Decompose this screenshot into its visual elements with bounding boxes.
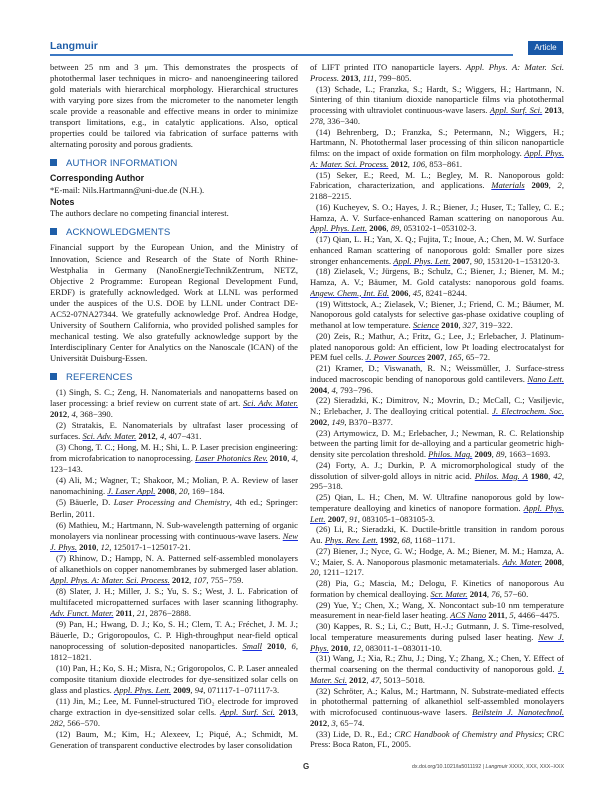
reference-authors-title: Biener, J.; Nyce, G. W.; Hodge, A. M.; Biener, M. M.; Hamza, A. V.; Maier, S. A. Nanoporous plasmonic metamaterials. <box>310 545 564 567</box>
reference-year: 2009 <box>173 685 191 696</box>
reference-journal-link[interactable]: Small <box>242 641 263 652</box>
reference-item <box>50 729 298 751</box>
notes-label: Notes <box>50 196 75 207</box>
reference-publisher: ; CRC Press: Boca Raton, FL, 2005. <box>310 728 564 750</box>
reference-number: (2) <box>56 420 67 431</box>
reference-pages: 169−184. <box>191 486 225 497</box>
reference-volume: 278 <box>310 115 323 126</box>
reference-authors-title: Yue, Y.; Chen, X.; Wang, X. Noncontact sub-10 nm temperature measurement in near-field laser heating. <box>310 599 564 621</box>
reference-number: (11) <box>56 696 70 707</box>
reference-authors-title: Schade, L.; Franzka, S.; Hardt, S.; Wiggers, H.; Hartmann, N. Sintering of thin titanium dioxide nanoparticle films via photothermal processing with ultraviolet continuous-wave lasers. <box>310 83 564 115</box>
reference-number: (16) <box>316 201 331 212</box>
reference-volume: 68 <box>401 535 411 545</box>
reference-journal-link[interactable]: Philos. Mag. A <box>474 470 528 481</box>
reference-year: 2008 <box>157 486 175 497</box>
reference-number: (18) <box>316 266 331 277</box>
reference-volume: 3 <box>331 717 336 728</box>
header-rule <box>50 54 513 56</box>
reference-volume: 90 <box>474 255 483 266</box>
reference-authors-title: Seker, E.; Reed, M. L.; Begley, M. R. Nanoporous gold: Fabrication, characterization, and applications. <box>310 169 564 191</box>
author-email[interactable]: *E-mail: Nils.Hartmann@uni-due.de (N.H.). <box>50 184 205 195</box>
reference-number: (6) <box>56 519 67 530</box>
reference-volume: 165 <box>448 352 462 363</box>
reference-year: 2014 <box>469 588 487 599</box>
reference-pages: 566−570. <box>67 718 100 729</box>
reference-journal-link[interactable]: Sci. Adv. Mater. <box>243 398 298 409</box>
reference-volume: 21 <box>136 607 146 618</box>
reference-pages: 1168−1171. <box>414 535 456 545</box>
reference-volume: 42 <box>553 470 562 481</box>
reference-journal-link[interactable]: Adv. Mater. <box>502 556 543 567</box>
reference-authors-title: Li, R.; Sieradzki, K. Ductile-brittle transition in random porous Au. <box>310 524 564 545</box>
reference-number: (28) <box>316 578 331 588</box>
references-list-right <box>310 84 564 751</box>
references-heading <box>50 372 298 384</box>
reference-journal-link[interactable]: Appl. Phys. Lett. <box>310 223 368 234</box>
reference-year: 2012 <box>138 431 156 442</box>
reference-item <box>310 729 564 751</box>
reference-journal-link[interactable]: Angew. Chem., Int. Ed. <box>310 287 390 298</box>
reference-pages: 65−74. <box>340 717 365 728</box>
reference-item: (28) Pia, G.; Mascia, M.; Delogu, F. Kinetics of nanoporous Au formation by chemical dealloying. Scr. Mater. 2014, 76, 57−60. <box>310 578 564 599</box>
reference-item: (11) Jin, M.; Lee, M. Funnel-structured TiO₂ electrode for improved charge extraction in dye-sensitized solar cells. Appl. Surf. Sci. 2013, 282, 566−570. <box>50 696 298 729</box>
reference-volume: 4 <box>331 384 336 395</box>
reference-authors-title: Kramer, D.; Viswanath, R. N.; Weissmüller, J. Surface-stress induced macroscopic bending of nanoporous gold cantilevers. <box>310 363 564 384</box>
reference-number: (24) <box>316 459 331 470</box>
reference-number: (21) <box>316 363 331 373</box>
reference-volume: 76 <box>491 588 500 599</box>
reference-pages: 125017-1−125017-21. <box>113 541 191 552</box>
reference-pages: 319−322. <box>479 320 513 330</box>
reference-year: 2007 <box>452 255 470 266</box>
reference-volume: 4 <box>159 431 165 442</box>
reference-item: (26) Li, R.; Sieradzki, K. Ductile-brittle transition in random porous Au. Phys. Rev. Lett. 1992, 68, 1168−1171. <box>310 524 564 545</box>
reference-authors-title: Forty, A. J.; Durkin, P. A micromorphological study of the dissolution of silver-gold alloys in nitric acid. <box>310 459 564 481</box>
footer-volume: XXXX, XXX, XXX−XXX <box>507 764 564 770</box>
footer-citation <box>412 764 564 771</box>
reference-item: (17) Qian, L. H.; Yan, X. Q.; Fujita, T.; Inoue, A.; Chen, M. W. Surface enhanced Raman scattering of nanoporous gold: Smaller pore sizes stronger enhancements. Appl. Phys. Lett. 2007, 90, 153120-1−153120-3. <box>310 234 564 266</box>
reference-authors-title: Kappes, R. S.; Li, C.; Butt, H.-J.; Gutmann, J. S. Time-resolved, local temperature measurements during pulsed laser heating. <box>310 621 564 642</box>
reference-authors-title: Sieradzki, K.; Dimitrov, N.; Movrin, D.; McCall, C.; Vasiljevic, N.; Erlebacher, J. The dealloying critical potential. <box>310 395 564 416</box>
footer-journal: Langmuir <box>485 764 508 770</box>
reference-volume: 91 <box>349 513 358 524</box>
reference-number: (10) <box>56 663 71 674</box>
reference-year: 2008 <box>544 556 562 567</box>
reference-journal-link[interactable]: Phys. Rev. Lett. <box>324 535 378 545</box>
reference-authors-title: Artymowicz, D. M.; Erlebacher, J.; Newman, R. C. Relationship between the parting limit for de-alloying and a particular geometric high-density site percolation threshold. <box>310 427 564 459</box>
reference-authors-title: Jin, M.; Lee, M. Funnel-structured TiO₂ electrode for improved charge extraction in dye-sensitized solar cells. <box>50 696 298 718</box>
reference-journal-link[interactable]: Materials <box>491 180 525 191</box>
reference-item: (32) Schröter, A.; Kalus, M.; Hartmann, N. Substrate-mediated effects in photothermal patterning of alkanethiol self-assembled monolayers with microfocused continuous-wave lasers. Beilstein J. Nanotechnol. 2012, 3, 65−74. <box>310 685 564 728</box>
reference-item: (15) Seker, E.; Reed, M. L.; Begley, M. R. Nanoporous gold: Fabrication, characterization, and applications. Materials 2009, 2, 2188−2215. <box>310 169 564 201</box>
reference-number: (5) <box>56 497 67 508</box>
reference-pages: 2876−2888. <box>149 607 191 618</box>
reference-volume: 89 <box>495 449 505 459</box>
reference-item: (24) Forty, A. J.; Durkin, P. A micromorphological study of the dissolution of silver-gold alloys in nitric acid. Philos. Mag. A 1980, 42, 295−318. <box>310 459 564 492</box>
reference-authors-title: Pan, H.; Hwang, D. J.; Ko, S. H.; Clem, T. A.; Fréchet, J. M. J.; Bäuerle, D.; Grigoropoulos, C. P. High-throughput near-field optical nanoprocessing of solution-deposited nanoparticles. <box>50 618 298 652</box>
reference-number: (1) <box>56 386 67 397</box>
reference-pages: 793−796. <box>340 384 373 395</box>
reference-pages: 295−318. <box>310 481 343 492</box>
reference-pages: 083105-1−083105-3. <box>362 513 435 524</box>
section-square-icon <box>50 373 57 380</box>
reference-pages: 153120-1−153120-3. <box>486 255 560 266</box>
reference-year: 1980 <box>530 470 549 481</box>
reference-item: (1) Singh, S. C.; Zeng, H. Nanomaterials and nanopatterns based on laser processing: a brief review on current state of art. Sci. Adv. Mater. 2012, 4, 368−390. <box>50 386 298 420</box>
reference-authors-title: Pan, H.; Ko, S. H.; Misra, N.; Grigoropolos, C. P. Laser annealed composite titanium dioxide electrodes for dye-sensitized solar cells on glass and plastics. <box>50 663 298 696</box>
reference-year: 2013 <box>544 105 562 115</box>
reference-year: 2006 <box>391 287 409 298</box>
reference-year: 1992 <box>380 535 398 545</box>
reference-continuation: of LIFT printed ITO nanoparticle layers. Appl. Phys. A: Mater. Sci. Process. 2013, 111, 799−805. <box>310 62 564 83</box>
acknowledgments-text: Financial support by the European Union, and the Ministry of Innovation, Science and Research of the State of North Rhine-Westphalia in Germany (NanoEnergieTechnikZentrum, NETZ, Objective 2 Programme: European Regional Development Fund, ERDF) is gratefully acknowledged. Work at LLNL was performed under the auspices of the U.S. DOE by LLNL under Contract DE-AC52-07NA27344. We gratefully acknowledge Prof. Andrea Hodge, University of Southern California, who provided polished samples for mechanical testing. We also gratefully acknowledge support by the Interdisciplinary Center for Analytics on the Nanoscale (ICAN) of the Universität Duisburg-Essen. <box>50 242 298 363</box>
author-info-heading <box>50 158 298 170</box>
reference-number: (8) <box>56 585 67 596</box>
reference-item: (31) Wang, J.; Xia, R.; Zhu, J.; Ding, Y.; Zhang, X.; Chen, Y. Effect of thermal coarsening on the thermal conductivity of nanoporous gold. J. Mater. Sci. 2012, 47, 5013−5018. <box>310 653 564 685</box>
reference-journal-link[interactable]: Beilstein J. Nanotechnol. <box>472 707 564 717</box>
reference-number: (23) <box>316 427 331 438</box>
reference-journal-link[interactable]: J. Electrochem. Soc. <box>492 406 564 416</box>
reference-pages: 1211−1217. <box>322 567 364 578</box>
reference-pages: 053102-1−053102-3. <box>403 223 477 234</box>
reference-year: 2006 <box>369 223 387 234</box>
reference-authors-title: Slater, J. H.; Miller, J. S.; Yu, S. S.; West, J. L. Fabrication of multifaceted micropatterned surfaces with laser scanning lithography. <box>50 585 298 607</box>
reference-item: (16) Kucheyev, S. O.; Hayes, J. R.; Biener, J.; Huser, T.; Talley, C. E.; Hamza, A. V. Surface-enhanced Raman scattering on nanoporous Au. Appl. Phys. Lett. 2006, 89, 053102-1−053102-3. <box>310 201 564 234</box>
conclusion-paragraph: between 25 nm and 3 μm. This demonstrates the prospects of photothermal laser techniques in micro- and nanoengineering tailored gold materials with hierarchical morphology. Hierarchical structures with varying pore sizes from the micrometer to the nanometer length scale provide a reasonable and effective means in order to minimize transport limitations, e.g., in catalytic applications. Also, optical properties could be tailored via fabrication of surface patterns with alternating porosity and porous gradients. <box>50 62 298 150</box>
author-info-heading-text: AUTHOR INFORMATION <box>66 158 178 170</box>
reference-volume: 6 <box>291 641 296 652</box>
reference-publisher: , 4th ed.; Springer: Berlin, 2011. <box>50 497 298 519</box>
reference-volume: 12 <box>100 541 110 552</box>
reference-volume: 327 <box>462 320 476 330</box>
reference-year: 2012 <box>390 158 408 169</box>
notes-text: The authors declare no competing financial interest. <box>50 208 229 219</box>
reference-number: (27) <box>316 545 331 556</box>
reference-number: (30) <box>316 621 331 631</box>
journal-name: Langmuir <box>50 40 98 52</box>
reference-number: (31) <box>316 653 331 664</box>
reference-journal-link[interactable]: J. Power Sources <box>365 352 425 363</box>
reference-year: 2007 <box>427 352 445 363</box>
reference-volume: 4 <box>291 453 296 464</box>
reference-number: (9) <box>56 618 67 629</box>
reference-item <box>50 497 298 519</box>
reference-pages: B370−B377. <box>348 416 393 427</box>
reference-volume: 2 <box>557 180 562 191</box>
footer-doi-link[interactable]: dx.doi.org/10.1021/la5011192 | <box>411 764 486 770</box>
reference-year: 2010 <box>441 320 459 330</box>
reference-year: 2010 <box>267 641 285 652</box>
reference-item: (6) Mathieu, M.; Hartmann, N. Sub-wavelength patterning of organic monolayers via nonlinear processing with continuous-wave lasers. New J. Phys. 2010, 12, 125017-1−125017-21. <box>50 519 298 552</box>
reference-year: 2011 <box>488 610 506 621</box>
reference-authors-title: Stratakis, E. Nanomaterials by ultrafast laser processing of surfaces. <box>50 420 298 442</box>
reference-pages: 755−759. <box>210 574 244 585</box>
reference-volume: 12 <box>352 642 362 653</box>
right-column <box>310 62 564 754</box>
reference-authors-title: Kucheyev, S. O.; Hayes, J. R.; Biener, J.; Huser, T.; Talley, C. E.; Hamza, A. V. Surface-enhanced Raman scattering on nanoporous Au. <box>310 201 564 223</box>
reference-year: 2010 <box>270 453 288 464</box>
reference-item: (2) Stratakis, E. Nanomaterials by ultrafast laser processing of surfaces. Sci. Adv. Mater. 2012, 4, 407−431. <box>50 420 298 442</box>
reference-journal-link[interactable]: New J. Phys. <box>50 530 298 552</box>
reference-year: 2013 <box>341 72 359 83</box>
reference-number: (12) <box>56 729 71 740</box>
left-column <box>50 62 298 754</box>
reference-pages: 4466−4475. <box>517 610 560 621</box>
reference-item: (19) Wittstock, A.; Zielasek, V.; Biener, J.; Friend, C. M.; Bäumer, M. Nanoporous gold catalysts for selective gas-phase oxidative coupling of methanol at low temperature. Science 2010, 327, 319−322. <box>310 298 564 330</box>
reference-number: (3) <box>56 442 67 453</box>
reference-authors-title: Mathieu, M.; Hartmann, N. Sub-wavelength patterning of organic monolayers via nonlinear processing with continuous-wave lasers. <box>50 519 298 541</box>
reference-number: (7) <box>56 552 67 563</box>
references-list-left <box>50 387 298 752</box>
acknowledgments-heading <box>50 227 298 239</box>
references-heading-text: REFERENCES <box>66 371 133 383</box>
reference-authors-title: Lide, D. R., Ed.; <box>333 728 392 739</box>
reference-authors-title: Bäuerle, D. <box>69 497 111 508</box>
page-footer <box>50 762 564 774</box>
reference-number: (15) <box>316 169 331 180</box>
reference-authors-title: Behrenberg, D.; Franzka, S.; Petermann, N.; Wiggers, H.; Hartmann, N. Photothermal laser processing of thin silicon nanoparticle films: on the impact of oxide formation on film morphology. <box>310 126 564 158</box>
reference-number: (22) <box>316 395 331 406</box>
reference-journal-link[interactable]: Science <box>412 320 440 330</box>
reference-item: (14) Behrenberg, D.; Franzka, S.; Petermann, N.; Wiggers, H.; Hartmann, N. Photothermal laser processing of thin silicon nanoparticle films: on the impact of oxide formation on film morphology. Appl. Phys. A: Mater. Sci. Process. 2012, 106, 853−861. <box>310 126 564 169</box>
reference-journal-link[interactable]: New J. Phys. <box>310 631 564 653</box>
reference-volume: 89 <box>390 223 400 234</box>
reference-book-title: CRC Handbook of Chemistry and Physics <box>394 728 542 739</box>
reference-number: (33) <box>316 728 331 739</box>
reference-number: (32) <box>316 685 331 696</box>
reference-volume: 149 <box>331 416 345 427</box>
reference-year: 2004 <box>310 384 328 395</box>
reference-authors-title: Baum, M.; Kim, H.; Alexeev, I.; Piqué, A.; Schmidt, M. Generation of transparent conductive electrodes by laser consolidation <box>50 729 298 751</box>
reference-year: 2010 <box>79 541 97 552</box>
reference-pages: 853−861. <box>429 158 463 169</box>
reference-volume: 4 <box>71 409 76 420</box>
reference-volume: 111 <box>362 72 375 83</box>
reference-book-title: Laser Processing and Chemistry <box>113 497 230 508</box>
reference-number: (17) <box>316 234 331 244</box>
article-type-badge: Article <box>528 41 563 55</box>
reference-pages: 368−390. <box>80 409 113 420</box>
reference-journal-link[interactable]: ACS Nano <box>450 610 487 621</box>
reference-authors-title: Chong, T. C.; Hong, M. H.; Shi, L. P. Laser precision engineering: from microfabrication to nanoprocessing. <box>50 442 298 464</box>
reference-pages: 123−143. <box>50 464 83 475</box>
reference-journal-link[interactable]: Appl. Surf. Sci. <box>489 105 543 115</box>
reference-volume: 45 <box>412 287 422 298</box>
reference-year: 2012 <box>50 409 68 420</box>
reference-authors-title: Pia, G.; Mascia, M.; Delogu, F. Kinetics of nanoporous Au formation by chemical dealloying. <box>310 578 564 599</box>
reference-number: (13) <box>316 83 331 94</box>
reference-volume: 47 <box>370 674 380 685</box>
reference-year: 2009 <box>474 449 492 459</box>
reference-pages: 2188−2215. <box>310 191 352 201</box>
reference-pages: 65−72. <box>465 352 490 363</box>
reference-journal-link[interactable]: Appl. Surf. Sci. <box>219 707 275 718</box>
reference-number: (29) <box>316 599 331 610</box>
reference-pages: 1663−1693. <box>508 449 551 459</box>
reference-volume: 107 <box>193 574 207 585</box>
reference-number: (20) <box>316 330 331 341</box>
reference-authors-title: Zielasek, V.; Jürgens, B.; Schulz, C.; Biener, J.; Biener, M. M.; Hamza, A. V.; Bäumer, M. Gold catalysts: nanoporous gold foams. <box>310 266 564 287</box>
reference-journal-link[interactable]: Appl. Phys. A: Mater. Sci. Process. <box>50 574 170 585</box>
reference-authors-title: Qian, L. H.; Yan, X. Q.; Fujita, T.; Inoue, A.; Chen, M. W. Surface enhanced Raman scattering of nanoporous gold: Smaller pore sizes stronger enhancements. <box>310 234 564 266</box>
reference-journal-link[interactable]: J. Mater. Sci. <box>310 664 564 685</box>
section-square-icon <box>50 159 57 166</box>
reference-year: 2013 <box>278 707 296 718</box>
reference-authors-title: Zeis, R.; Mathur, A.; Fritz, G.; Lee, J.; Erlebacher, J. Platinum-plated nanoporous gold: An efficient, low Pt loading electrocatalyst for PEM fuel cells. <box>310 330 564 363</box>
reference-year: 2012 <box>310 717 328 728</box>
reference-year: 2012 <box>349 674 367 685</box>
reference-volume: 5 <box>509 610 514 621</box>
reference-journal-link[interactable]: Appl. Phys. A: Mater. Sci. Process. <box>310 148 564 169</box>
reference-pages: 336−340. <box>327 115 360 126</box>
reference-authors-title: Wittstock, A.; Zielasek, V.; Biener, J.; Friend, C. M.; Bäumer, M. Nanoporous gold catalysts for selective gas-phase oxidative coupling of methanol at low temperature. <box>310 298 564 330</box>
reference-pages: 5013−5018. <box>383 674 425 685</box>
reference-item: (3) Chong, T. C.; Hong, M. H.; Shi, L. P. Laser precision engineering: from microfabrication to nanoprocessing. Laser Photonics Rev. 2010, 4, 123−143. <box>50 442 298 475</box>
reference-item: (10) Pan, H.; Ko, S. H.; Misra, N.; Grigoropolos, C. P. Laser annealed composite titanium dioxide electrodes for dye-sensitized solar cells on glass and plastics. Appl. Phys. Lett. 2009, 94, 071117-1−071117-3. <box>50 663 298 696</box>
reference-year: 2002 <box>310 416 328 427</box>
reference-journal-link[interactable]: Philos. Mag. <box>428 449 473 459</box>
reference-pages: 071117-1−071117-3. <box>207 685 280 696</box>
reference-item: (27) Biener, J.; Nyce, G. W.; Hodge, A. M.; Biener, M. M.; Hamza, A. V.; Maier, S. A. Nanoporous plasmonic metamaterials. Adv. Mater. 2008, 20, 1211−1217. <box>310 545 564 578</box>
reference-journal-link[interactable]: J. Laser Appl. <box>107 486 156 497</box>
reference-volume: 20 <box>310 567 319 578</box>
reference-journal-link[interactable]: Appl. Phys. Lett. <box>113 685 172 696</box>
reference-authors-title: Singh, S. C.; Zeng, H. Nanomaterials and nanopatterns based on laser processing: a brief review on current state of art. <box>50 386 298 409</box>
reference-journal-link[interactable]: Sci. Adv. Mater. <box>82 431 137 442</box>
reference-number: (19) <box>316 298 331 309</box>
reference-item: (13) Schade, L.; Franzka, S.; Hardt, S.; Wiggers, H.; Hartmann, N. Sintering of thin titanium dioxide nanoparticle films via photothermal processing with ultraviolet continuous-wave lasers. Appl. Surf. Sci. 2013, 278, 336−340. <box>310 83 564 126</box>
corresponding-author-label: Corresponding Author <box>50 173 144 184</box>
reference-journal-link[interactable]: Laser Photonics Rev. <box>195 453 268 464</box>
reference-pages: 407−431. <box>168 431 202 442</box>
section-square-icon <box>50 228 57 235</box>
reference-item: (7) Rhinow, D.; Hampp, N. A. Patterned self-assembled monolayers of alkanethiols on copper nanomembranes by submerged laser ablation. Appl. Phys. A: Mater. Sci. Process. 2012, 107, 755−759. <box>50 552 298 585</box>
reference-volume: 282 <box>50 718 63 729</box>
reference-authors-title: Ali, M.; Wagner, T.; Shakoor, M.; Molian, P. A. Review of laser nanomachining. <box>50 475 298 497</box>
reference-item: (21) Kramer, D.; Viswanath, R. N.; Weissmüller, J. Surface-stress induced macroscopic bending of nanoporous gold cantilevers. Nano Lett. 2004, 4, 793−796. <box>310 363 564 395</box>
reference-number: (26) <box>316 524 331 535</box>
reference-pages: 799−805. <box>378 72 412 83</box>
reference-year: 2009 <box>531 180 549 191</box>
reference-continuation-text: of LIFT printed ITO nanoparticle layers. <box>310 62 462 72</box>
reference-pages: 57−60. <box>504 588 529 599</box>
reference-authors-title: Qian, L. H.; Chen, M. W. Ultrafine nanoporous gold by low-temperature dealloying and kinetics of nanopore formation. <box>310 492 564 513</box>
reference-item: (30) Kappes, R. S.; Li, C.; Butt, H.-J.; Gutmann, J. S. Time-resolved, local temperature measurements during pulsed laser heating. New J. Phys. 2010, 12, 083011-1−083011-10. <box>310 621 564 653</box>
reference-volume: 94 <box>194 685 204 696</box>
reference-journal: Appl. Phys. A: Mater. Sci. Process. <box>310 62 564 83</box>
reference-authors-title: Schröter, A.; Kalus, M.; Hartmann, N. Substrate-mediated effects in photothermal patterning of alkanethiol self-assembled monolayers with microfocused continuous-wave lasers. <box>310 685 564 717</box>
reference-pages: 083011-1−083011-10. <box>365 642 442 653</box>
page-number: G <box>303 762 310 771</box>
reference-item: (9) Pan, H.; Hwang, D. J.; Ko, S. H.; Clem, T. A.; Fréchet, J. M. J.; Bäuerle, D.; Grigoropoulos, C. P. High-throughput near-field optical nanoprocessing of solution-deposited nanoparticles. Small 2010, 6, 1812−1821. <box>50 618 298 663</box>
reference-authors-title: Wang, J.; Xia, R.; Zhu, J.; Ding, Y.; Zhang, X.; Chen, Y. Effect of thermal coarsening on the thermal conductivity of nanoporous gold. <box>310 653 564 674</box>
reference-year: 2011 <box>115 607 133 618</box>
reference-journal-link[interactable]: Scr. Mater. <box>430 588 468 599</box>
page-header <box>50 40 563 56</box>
reference-year: 2007 <box>327 513 345 524</box>
reference-year: 2010 <box>331 642 349 653</box>
reference-item: (18) Zielasek, V.; Jürgens, B.; Schulz, C.; Biener, J.; Biener, M. M.; Hamza, A. V.; Bäumer, M. Gold catalysts: nanoporous gold foams. Angew. Chem., Int. Ed. 2006, 45, 8241−8244. <box>310 266 564 298</box>
reference-journal-link[interactable]: Adv. Funct. Mater. <box>50 607 114 618</box>
reference-pages: 1812−1821. <box>50 652 92 663</box>
reference-item: (20) Zeis, R.; Mathur, A.; Fritz, G.; Lee, J.; Erlebacher, J. Platinum-plated nanoporous gold: An efficient, low Pt loading electrocatalyst for PEM fuel cells. J. Power Sources 2007, 165, 65−72. <box>310 330 564 363</box>
reference-journal-link[interactable]: Appl. Phys. Lett. <box>393 255 451 266</box>
reference-item: (25) Qian, L. H.; Chen, M. W. Ultrafine nanoporous gold by low-temperature dealloying and kinetics of nanopore formation. Appl. Phys. Lett. 2007, 91, 083105-1−083105-3. <box>310 492 564 524</box>
reference-item: (4) Ali, M.; Wagner, T.; Shakoor, M.; Molian, P. A. Review of laser nanomachining. J. Laser Appl. 2008, 20, 169−184. <box>50 475 298 497</box>
reference-number: (4) <box>56 475 67 486</box>
reference-pages: 8241−8244. <box>425 287 467 298</box>
reference-item: (22) Sieradzki, K.; Dimitrov, N.; Movrin, D.; McCall, C.; Vasiljevic, N.; Erlebacher, J. The dealloying critical potential. J. Electrochem. Soc. 2002, 149, B370−B377. <box>310 395 564 427</box>
reference-year: 2012 <box>171 574 190 585</box>
reference-journal-link[interactable]: Nano Lett. <box>527 373 564 384</box>
reference-volume: 20 <box>179 486 188 497</box>
reference-journal-link[interactable]: Appl. Phys. Lett. <box>310 502 564 524</box>
reference-authors-title: Rhinow, D.; Hampp, N. A. Patterned self-assembled monolayers of alkanethiols on copper nanomembranes by submerged laser ablation. <box>50 552 298 574</box>
reference-volume: 106 <box>412 158 425 169</box>
reference-number: (14) <box>316 126 331 137</box>
reference-item: (8) Slater, J. H.; Miller, J. S.; Yu, S. S.; West, J. L. Fabrication of multifaceted micropatterned surfaces with laser scanning lithography. Adv. Funct. Mater. 2011, 21, 2876−2888. <box>50 585 298 618</box>
reference-item: (29) Yue, Y.; Chen, X.; Wang, X. Noncontact sub-10 nm temperature measurement in near-field laser heating. ACS Nano 2011, 5, 4466−4475. <box>310 599 564 621</box>
acknowledgments-heading-text: ACKNOWLEDGMENTS <box>66 227 171 239</box>
reference-number: (25) <box>316 492 331 502</box>
reference-item: (23) Artymowicz, D. M.; Erlebacher, J.; Newman, R. C. Relationship between the parting limit for de-alloying and a particular geometric high-density site percolation threshold. Philos. Mag. 2009, 89, 1663−1693. <box>310 427 564 459</box>
